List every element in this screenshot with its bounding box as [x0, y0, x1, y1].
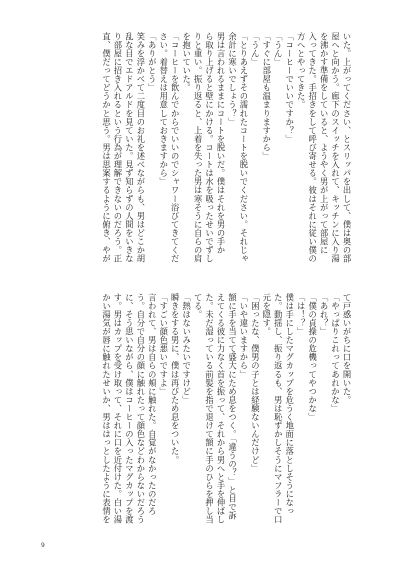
text-line: 方へとやってきた。: [296, 32, 307, 109]
text-line: 屋へと向かう。廊下のスイッチを入れて、キッチンに入り湯: [330, 32, 341, 263]
page-number: 9: [41, 542, 45, 549]
text-line: 「僕の貞操の危機ってやつかな」: [307, 293, 318, 422]
text-line: て戸惑いがちに口を開いた。: [342, 293, 352, 405]
text-line: 瞬きをする男に、僕は再びため息をついた。: [170, 293, 181, 464]
text-line: 余計に寒いでしょう？」: [227, 32, 238, 127]
text-line: た。未だ湿っている前髪を指で退けて額に手のひらを押し当: [204, 293, 215, 524]
lower-text-block: [60, 293, 352, 536]
text-line: り部屋に招き入れるという行為が理解できないのだろう。正: [112, 32, 123, 263]
text-line: を抱いていた。: [181, 32, 192, 92]
text-line: 「ありがとう」: [147, 32, 158, 92]
text-line: 「コーヒーでいいですか？」: [284, 32, 295, 144]
text-line: いた。上がってください、とスリッパを出して、僕は奥の部: [342, 32, 352, 263]
text-line: に、そう思いながら、僕はコーヒーの入ったマグカップを渡: [124, 293, 135, 524]
text-line: 「うん」: [273, 32, 284, 67]
text-line: 「あれ？」: [319, 293, 330, 336]
text-line: 「いや違いますから」: [238, 293, 249, 379]
text-line: た。動揺し、振り返るも、男は恥ずかしそうにマフラーで口: [273, 293, 284, 524]
text-line: かい湯気が唇に触れたせいか、男ははっとしたように表情を: [101, 293, 112, 524]
text-line: 乱な目でエドアルドを見ていた。見ず知らずの人間をいきな: [124, 32, 135, 263]
text-line: りと重い。振り返ると、上着を失った男は寒そうに自らの肩: [193, 32, 204, 263]
text-line: 入ってきた。手招きをして呼び寄せる。彼はそれに従い僕の: [307, 32, 318, 263]
text-line: 直、僕だってどうかと思う。男は思案するように俯き、やが: [101, 32, 112, 263]
text-line: 元を隠す。: [261, 293, 272, 336]
text-line: す。男はカップを受け取って、それに口を近付けた。白い湯: [112, 293, 123, 524]
text-line: 言われて、男は自らの頬に触れた。自覚がなかったのだろ: [147, 293, 158, 516]
text-line: う。自分で自分の顔に触れたって顔色などわからないだろう: [135, 293, 146, 524]
text-line: えてくる彼に力なく首を振って、それから男へと手を伸ばし: [216, 293, 227, 524]
text-line: を沸かす準備をしていると、ようやく男が上がって部屋に: [319, 32, 330, 255]
text-line: 「やっぱりこれってあれかな」: [330, 293, 341, 413]
text-line: 「うん」: [250, 32, 261, 67]
text-line: ら取り上げると壁にかける。コートは水を吸ったせいでずし: [204, 32, 215, 263]
text-line: てる。: [193, 293, 204, 319]
text-line: 「とりあえずその濡れたコートを脱いでください。それじゃ: [238, 32, 249, 263]
text-line: 「困ったな、僕男の子とは経験ないんだけど」: [250, 293, 261, 473]
text-line: 僕は手にしたマグカップを危うく地面に落としそうになっ: [284, 293, 295, 516]
text-line: 「すぐに部屋も温まりますから」: [261, 32, 272, 161]
text-line: さい。着替えは用意しておきますから」: [158, 32, 169, 186]
text-line: 「すごい顔色悪いですよ」: [158, 293, 169, 396]
text-line: 笑みを浮かべて二度目のお礼を述べながらも、男はどこか胡: [135, 32, 146, 263]
text-line: 額に手を当てて盛大にため息をつく。「違うの？」と目で訴: [227, 293, 238, 520]
text-line: 「は！？」: [296, 293, 307, 336]
text-line: 「熱はないみたいですけど」: [181, 293, 192, 405]
text-line: 男は言われるままにコートを脱いだ。僕はそれを男の手か: [216, 32, 227, 255]
text-line: 「コーヒーを飲んでからでいいのでシャワー浴びてきてくだ: [170, 32, 181, 263]
upper-text-block: [60, 32, 352, 275]
